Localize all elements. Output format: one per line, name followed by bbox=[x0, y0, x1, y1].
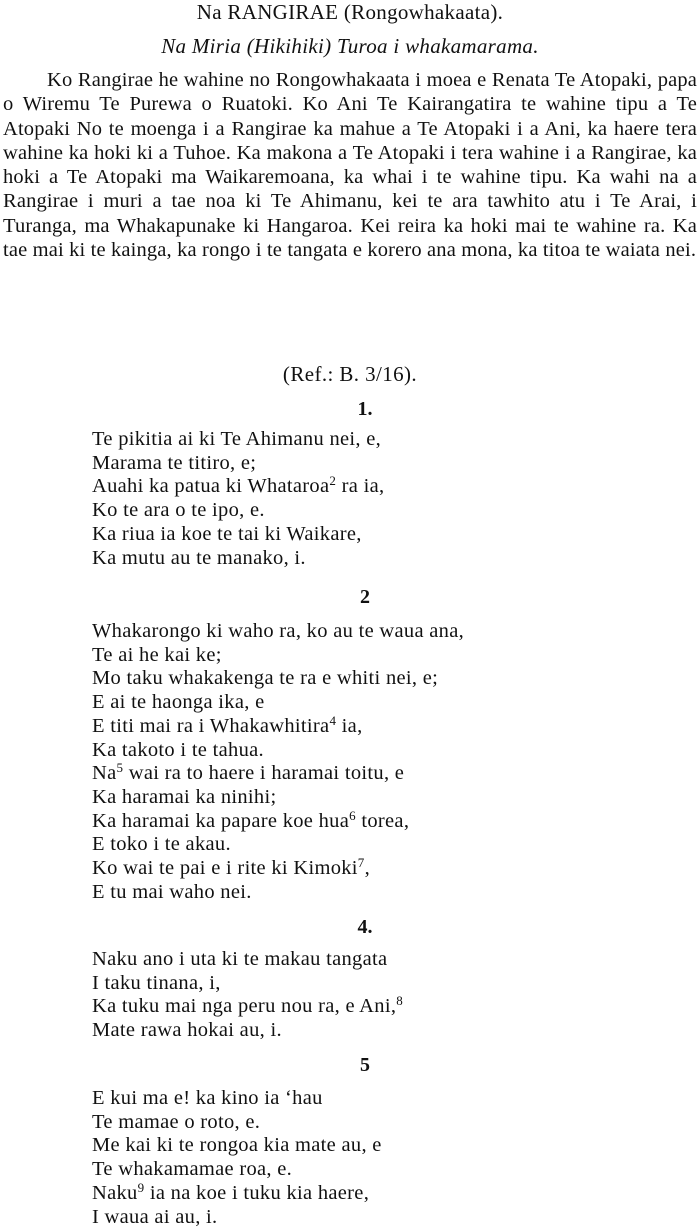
reference-line: (Ref.: B. 3/16). bbox=[282, 362, 418, 386]
poem-line-text: Me kai ki te rongoa kia mate au, e bbox=[92, 1134, 382, 1157]
poem-line bbox=[92, 762, 682, 786]
poem-line-text: Naku ano i uta ki te makau tangata bbox=[92, 948, 388, 970]
poem-line-text: Auahi ka patua ki Whataroa bbox=[92, 475, 330, 498]
poem-line-text: I waua ai au, i. bbox=[92, 1205, 218, 1228]
poem-line-text: Marama te titiro, e; bbox=[92, 451, 257, 474]
intro-paragraph bbox=[3, 68, 697, 262]
poem-line-text: Mo taku whakakenga te ra e whiti nei, e; bbox=[92, 667, 439, 690]
poem-line-text: Whakarongo ki waho ra, ko au te waua ana, bbox=[92, 620, 465, 642]
poem-line bbox=[92, 452, 682, 476]
stanza-number: 4. bbox=[357, 916, 373, 938]
poem-line-tail: wai ra to haere i haramai toitu, e bbox=[123, 762, 405, 785]
poem-line bbox=[92, 620, 682, 644]
stanza bbox=[92, 428, 682, 570]
poem-line bbox=[92, 1087, 682, 1111]
footnote-marker: 2 bbox=[329, 473, 337, 489]
poem-line bbox=[92, 1206, 682, 1229]
poem-line-text: Ka mutu au te manako, i. bbox=[92, 546, 306, 569]
poem-line-text: E titi mai ra i Whakawhitira bbox=[92, 714, 330, 737]
poem-line bbox=[92, 739, 682, 763]
poem-line bbox=[92, 644, 682, 668]
stanza-number: 5 bbox=[360, 1054, 370, 1076]
poem-line bbox=[92, 712, 682, 739]
stanza bbox=[92, 1087, 682, 1229]
poem-line bbox=[92, 972, 682, 996]
poem-line-text: E ai te haonga ika, e bbox=[92, 691, 265, 714]
poem-line bbox=[92, 667, 682, 691]
poem-line-text: Ko te ara o te ipo, e. bbox=[92, 499, 265, 522]
poem-line-text: Te whakamamae roa, e. bbox=[92, 1158, 293, 1181]
poem-line bbox=[92, 881, 682, 905]
stanza bbox=[92, 620, 682, 904]
poem-line-text: I taku tinana, i, bbox=[92, 971, 221, 994]
poem-line bbox=[92, 691, 682, 715]
poem-line bbox=[92, 428, 682, 452]
poem-line bbox=[92, 1134, 682, 1158]
poem-line bbox=[92, 1111, 682, 1135]
poem-line-text: Ka takoto i te tahua. bbox=[92, 738, 264, 761]
poem-line-text: E kui ma e! ka kino ia ‘hau bbox=[92, 1087, 323, 1109]
footnote-marker: 4 bbox=[329, 712, 337, 728]
poem-line bbox=[92, 1019, 682, 1043]
poem-line bbox=[92, 807, 682, 834]
footnote-marker: 8 bbox=[396, 993, 404, 1009]
footnote-marker: 9 bbox=[137, 1179, 145, 1195]
stanza-number: 2 bbox=[360, 586, 370, 608]
poem-line bbox=[92, 833, 682, 857]
stanza-number: 1. bbox=[357, 398, 373, 420]
poem-line-text: Ko wai te pai e i rite ki Kimoki bbox=[92, 857, 358, 880]
poem-line-text: Te ai he kai ke; bbox=[92, 643, 222, 666]
intro-text: Ko Rangirae he wahine no Rongowhakaata i moea e Renata Te Atopaki, papa o Wiremu Te Purewa o Ruatoki. Ko Ani Te Kairangatira te wahine tipu a Te Atopaki No te moenga i a Rangirae ka mahue a Te Atopaki i a Ani, ka haere tera wahine ka hoki ki a Tuhoe. Ka makona a Te Atopaki i tera wahine i a Rangirae, ka hoki a Te Atopaki ma Waikaremoana, ka whai i te wahine tipu. Ka wahi na a Rangirae i muri a tae noa ki Te Ahimanu, kei te ara tawhito atu i Te Arai, i Turanga, ma Whakapunake ki Hangaroa. Kei reira ka hoki mai te wahine ra. Ka tae mai ki te kainga, ka rongo i te tangata e korero ana mona, ka titoa te waiata nei. bbox=[3, 69, 697, 262]
poem-line-tail: torea, bbox=[355, 809, 410, 832]
footnote-marker: 6 bbox=[349, 807, 356, 823]
poem-line-tail: ra ia, bbox=[336, 475, 385, 498]
poem-line bbox=[92, 786, 682, 810]
page-title: Na RANGIRAE (Rongowhakaata). bbox=[196, 0, 504, 24]
poem-line-tail: ia, bbox=[336, 714, 363, 737]
poem-line-text: Naku bbox=[92, 1181, 138, 1204]
poem-line bbox=[92, 499, 682, 523]
footnote-marker: 7 bbox=[357, 855, 365, 871]
poem-line-text: Te mamae o roto, e. bbox=[92, 1110, 261, 1133]
poem-line-text: Ka tuku mai nga peru nou ra, e Ani, bbox=[92, 995, 397, 1018]
poem-line-tail: ia na koe i tuku kia haere, bbox=[144, 1181, 370, 1204]
poem-line-text: Ka haramai ka papare koe hua bbox=[92, 809, 350, 832]
poem-line-tail: , bbox=[364, 857, 371, 880]
poem-line bbox=[92, 995, 682, 1019]
poem-line bbox=[92, 948, 682, 972]
poem-line-text: E tu mai waho nei. bbox=[92, 880, 252, 903]
poem-line-text: Ka haramai ka ninihi; bbox=[92, 785, 277, 808]
poem-line-text: Te pikitia ai ki Te Ahimanu nei, e, bbox=[92, 428, 382, 450]
footnote-marker: 5 bbox=[116, 760, 124, 776]
poem-line bbox=[92, 523, 682, 547]
stanza bbox=[92, 948, 682, 1043]
poem-line bbox=[92, 475, 682, 499]
poem-line bbox=[92, 1158, 682, 1182]
poem-line bbox=[92, 547, 682, 571]
poem-line bbox=[92, 1179, 682, 1206]
page-subtitle: Na Miria (Hikihiki) Turoa i whakamarama. bbox=[161, 34, 539, 58]
poem-line-text: Mate rawa hokai au, i. bbox=[92, 1019, 282, 1042]
poem-line-text: Ka riua ia koe te tai ki Waikare, bbox=[92, 522, 362, 545]
poem-line-text: E toko i te akau. bbox=[92, 833, 231, 856]
poem-line-text: Na bbox=[92, 762, 117, 785]
poem-line bbox=[92, 857, 682, 881]
